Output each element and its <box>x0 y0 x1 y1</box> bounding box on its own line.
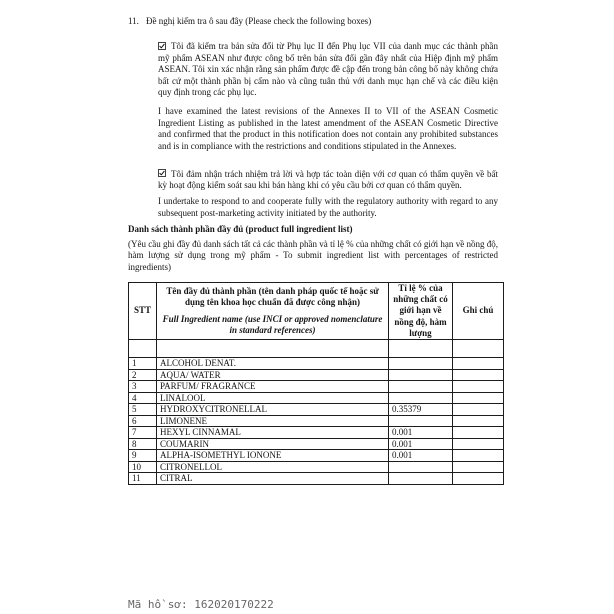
table-row <box>129 381 504 393</box>
row-note <box>453 369 504 381</box>
row-percentage <box>389 473 453 485</box>
table-header-row <box>129 283 504 340</box>
declaration-2-vi-text: Tôi đảm nhận trách nhiệm trả lời và hợp tác toàn diện với cơ quan có thẩm quyền về bất kỳ hoạt động kiểm soát sau khi bán hàng khi có yêu cầu bởi cơ quan có thẩm quyền. <box>158 168 498 190</box>
checked-box-icon <box>158 169 166 177</box>
row-ingredient-name: LIMONENE <box>157 415 389 427</box>
table-row <box>129 392 504 404</box>
row-stt: 10 <box>129 461 157 473</box>
row-percentage <box>389 392 453 404</box>
row-stt: 7 <box>129 427 157 439</box>
row-ingredient-name: HYDROXYCITRONELLAL <box>157 404 389 416</box>
file-code-footer <box>128 598 274 611</box>
empty-row <box>129 340 504 358</box>
row-note <box>453 461 504 473</box>
row-note <box>453 392 504 404</box>
empty-cell <box>453 340 504 358</box>
table-row <box>129 461 504 473</box>
row-stt: 8 <box>129 438 157 450</box>
row-note <box>453 438 504 450</box>
file-code-label: Mã hồ sơ: <box>128 598 188 611</box>
row-stt: 11 <box>129 473 157 485</box>
ingredient-list-instruction: (Yêu cầu ghi đầy đủ danh sách tất cả các thành phần và tỉ lệ % của những chất có giới hạn về nồng độ, hàm lượng sử dụng trong mỹ phẩm - To submit ingredient list with percentages of restricted ingredients) <box>128 238 498 272</box>
table-row <box>129 404 504 416</box>
row-percentage <box>389 461 453 473</box>
section-title <box>128 16 503 28</box>
row-note <box>453 381 504 393</box>
declaration-1-vi-text: Tôi đã kiểm tra bản sửa đổi từ Phụ lục II đến Phụ lục VII của danh mục các thành phần mỹ phẩm ASEAN như được công bố trên bản sửa đổi gần đây nhất của Hiệp định mỹ phẩm ASEAN. Tôi xin xác nhận rằng sản phẩm được đề cập đến trong bản công bố này không chứa bất cứ một thành phần bị cấm nào và cũng tuân thủ với danh mục hạn chế và các điều kiện quy định trong các phụ lục. <box>158 41 498 97</box>
declaration-1-vi <box>158 41 498 99</box>
ingredient-list-heading: Danh sách thành phần đầy đủ (product full ingredient list) <box>128 223 353 234</box>
header-note: Ghi chú <box>453 283 504 340</box>
row-stt: 6 <box>129 415 157 427</box>
row-percentage: 0.35379 <box>389 404 453 416</box>
row-ingredient-name: AQUA/ WATER <box>157 369 389 381</box>
header-percentage: Tỉ lệ % của những chất có giới hạn về nồng độ, hàm lượng <box>389 283 453 340</box>
header-stt: STT <box>129 283 157 340</box>
empty-cell <box>157 340 389 358</box>
row-ingredient-name: PARFUM/ FRAGRANCE <box>157 381 389 393</box>
row-ingredient-name: CITRAL <box>157 473 389 485</box>
table-row <box>129 438 504 450</box>
header-ingredient-name-vi: Tên đầy đủ thành phần (tên danh pháp quốc tế hoặc sử dụng tên khoa học chuẩn đã được công nhận) <box>166 286 379 308</box>
row-stt: 1 <box>129 358 157 370</box>
section-number: 11. <box>128 16 139 26</box>
row-stt: 4 <box>129 392 157 404</box>
table-row <box>129 473 504 485</box>
table-row <box>129 358 504 370</box>
table-row <box>129 450 504 462</box>
row-percentage: 0.001 <box>389 450 453 462</box>
row-note <box>453 404 504 416</box>
document-page <box>128 16 503 485</box>
row-percentage <box>389 358 453 370</box>
row-percentage <box>389 415 453 427</box>
row-note <box>453 450 504 462</box>
header-ingredient-name <box>157 283 389 340</box>
row-ingredient-name: COUMARIN <box>157 438 389 450</box>
table-row <box>129 427 504 439</box>
row-note <box>453 358 504 370</box>
table-row <box>129 415 504 427</box>
row-percentage <box>389 369 453 381</box>
empty-cell <box>129 340 157 358</box>
empty-cell <box>389 340 453 358</box>
row-percentage: 0.001 <box>389 427 453 439</box>
section-title-text: Đề nghị kiểm tra ô sau đây (Please check the following boxes) <box>146 16 372 26</box>
row-note <box>453 415 504 427</box>
row-ingredient-name: CITRONELLOL <box>157 461 389 473</box>
declaration-2-en: I undertake to respond to and cooperate fully with the regulatory authority with regard to any subsequent post-marketing activity initiated by the authority. <box>158 196 498 218</box>
ingredient-table <box>128 282 504 485</box>
declaration-2-vi <box>158 169 498 192</box>
row-stt: 3 <box>129 381 157 393</box>
header-ingredient-name-en: Full Ingredient name (use INCI or approved nomenclature in standard references) <box>162 313 383 335</box>
row-ingredient-name: LINALOOL <box>157 392 389 404</box>
checked-box-icon <box>158 42 166 50</box>
row-stt: 9 <box>129 450 157 462</box>
row-percentage: 0.001 <box>389 438 453 450</box>
row-ingredient-name: ALCOHOL DENAT. <box>157 358 389 370</box>
table-row <box>129 369 504 381</box>
file-code-value: 162020170222 <box>194 598 274 611</box>
row-ingredient-name: ALPHA-ISOMETHYL IONONE <box>157 450 389 462</box>
row-stt: 2 <box>129 369 157 381</box>
row-ingredient-name: HEXYL CINNAMAL <box>157 427 389 439</box>
row-stt: 5 <box>129 404 157 416</box>
declaration-1-en: I have examined the latest revisions of the Annexes II to VII of the ASEAN Cosmetic Ingredient Listing as published in the latest amendment of the ASEAN Cosmetic Directive and confirmed that the product in this notification does not contain any prohibited substances and is in compliance with the restrictions and conditions stipulated in the Annexes. <box>158 106 498 151</box>
row-note <box>453 473 504 485</box>
row-note <box>453 427 504 439</box>
row-percentage <box>389 381 453 393</box>
